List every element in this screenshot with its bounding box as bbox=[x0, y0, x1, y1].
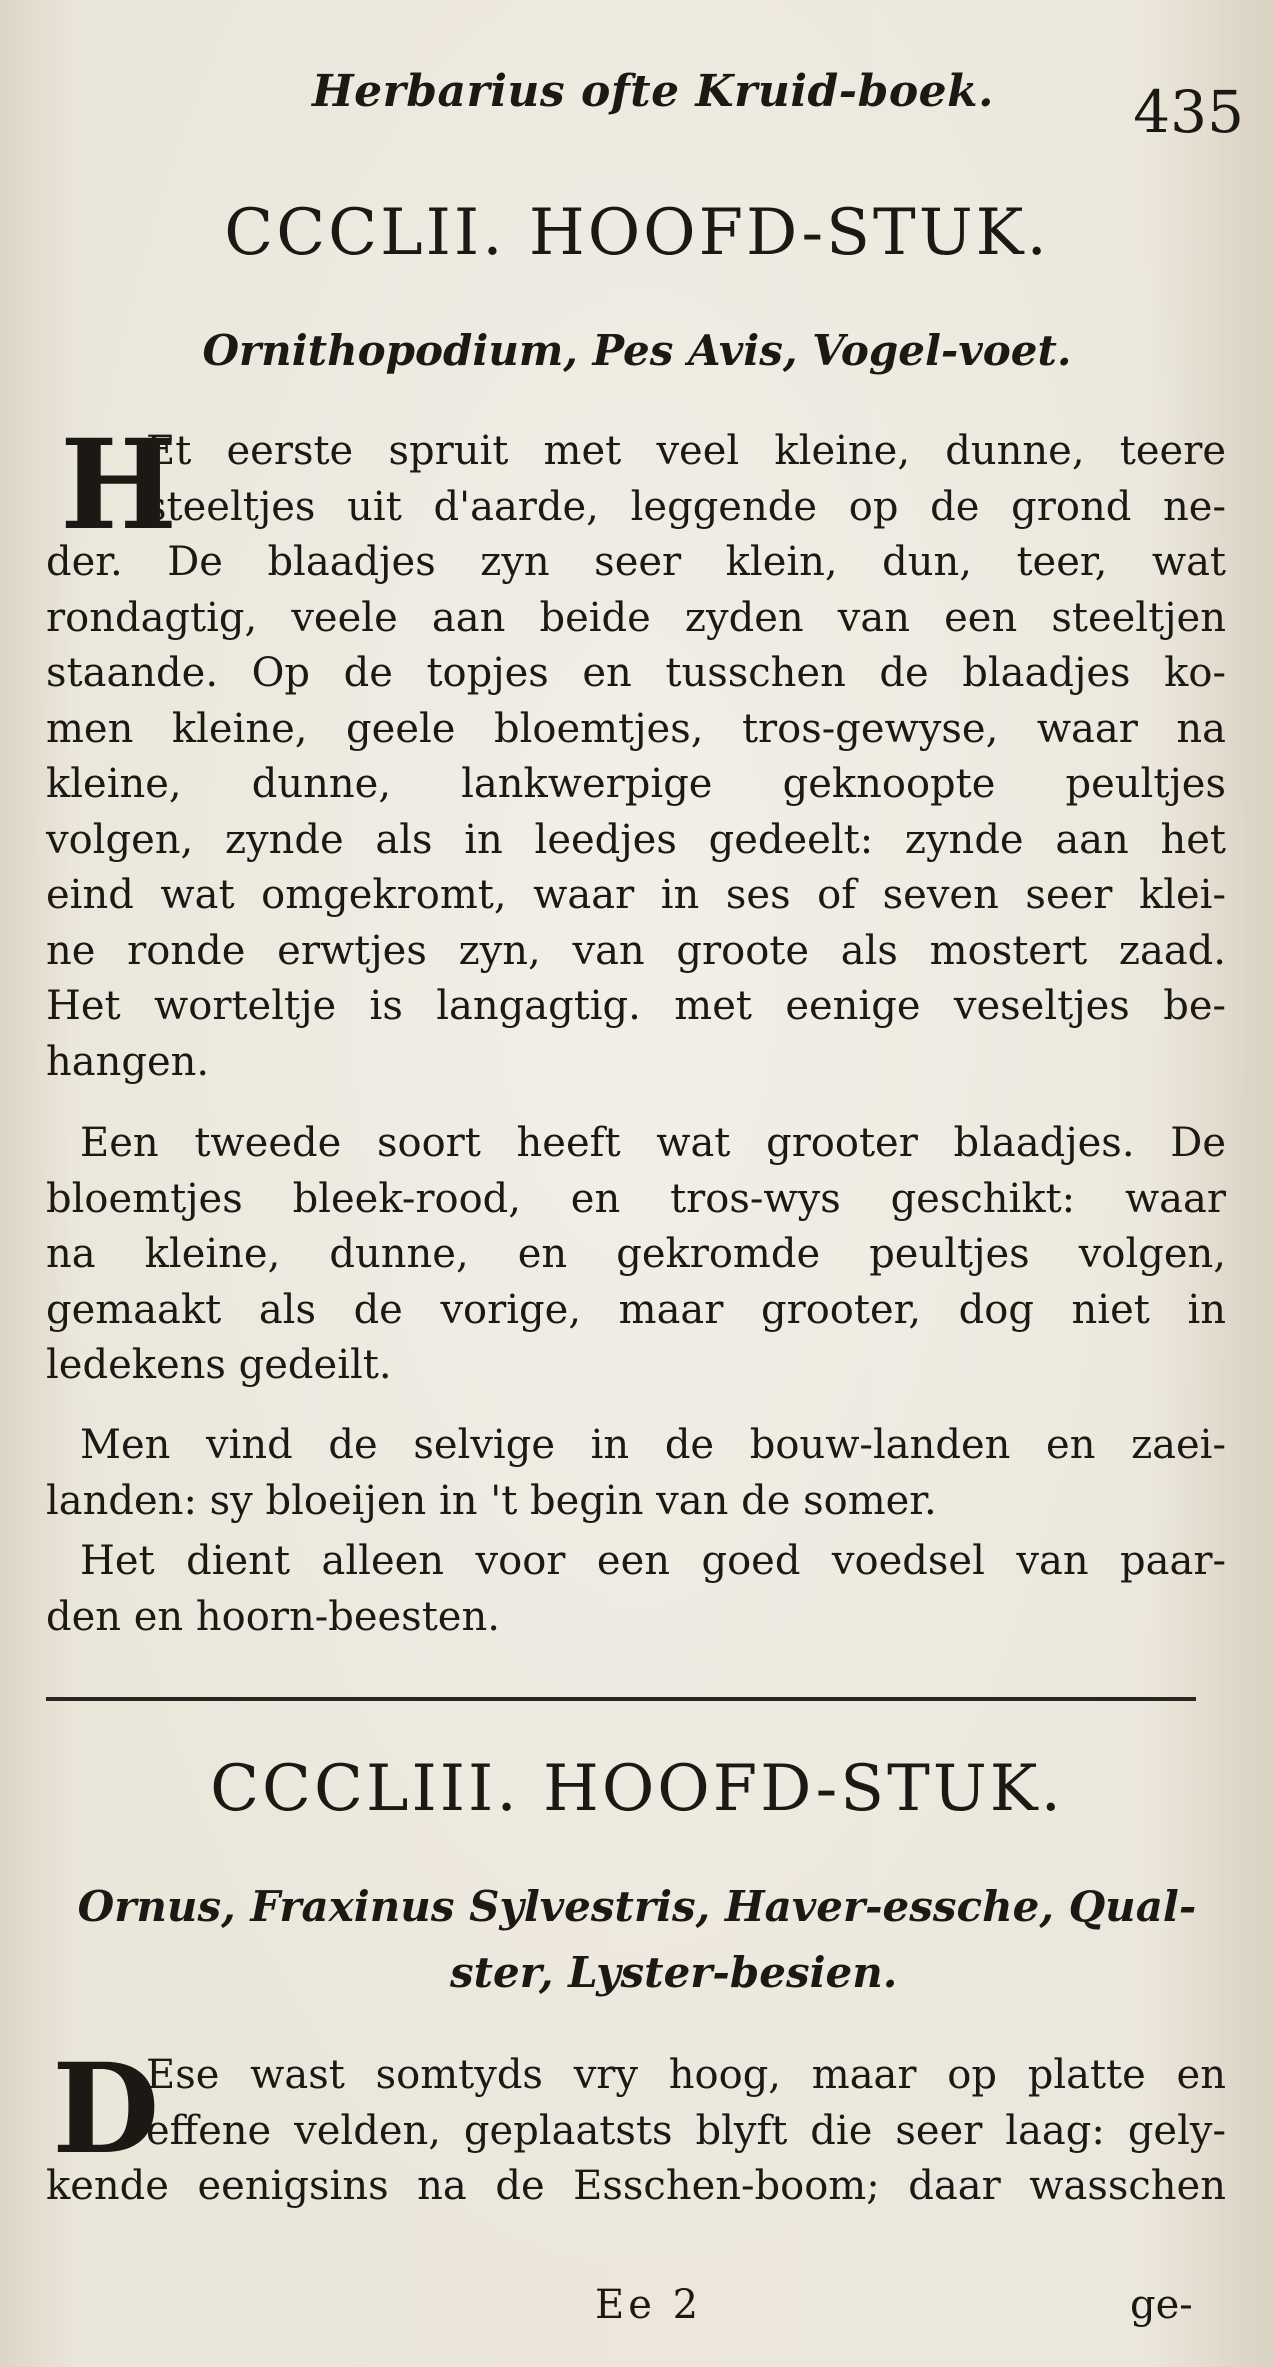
subtitle-line: Ornus, Fraxinus Sylvestris, Haver-essche, Qual- bbox=[77, 1882, 1197, 1931]
chapter-heading-353: CCCLIII. HOOFD-STUK. bbox=[210, 1752, 1064, 1826]
text-line: Ese wast somtyds vry hoog, maar op platte en bbox=[146, 2052, 1226, 2098]
running-title: Herbarius ofte Kruid-boek. bbox=[312, 66, 994, 117]
text-line: ne ronde erwtjes zyn, van groote als mostert zaad. bbox=[46, 927, 1226, 974]
chapter-352-paragraph-1 bbox=[46, 413, 1226, 1090]
drop-cap-d: D bbox=[52, 2037, 160, 2182]
text-line: na kleine, dunne, en gekromde peultjes volgen, bbox=[46, 1231, 1226, 1277]
text-line: staande. Op de topjes en tusschen de blaadjes ko- bbox=[46, 650, 1226, 696]
drop-cap-h: H bbox=[60, 413, 178, 558]
text-line: kleine, dunne, lankwerpige geknoopte peultjes bbox=[46, 761, 1226, 807]
text-line: der. De blaadjes zyn seer klein, dun, teer, wat bbox=[46, 539, 1226, 585]
text-line: men kleine, geele bloemtjes, tros-gewyse, waar na bbox=[46, 705, 1226, 752]
text-line: kende eenigsins na de Esschen-boom; daar wasschen bbox=[46, 2163, 1226, 2209]
chapter-heading-352: CCCLII. HOOFD-STUK. bbox=[224, 196, 1050, 270]
text-line: effene velden, geplaatsts blyft die seer laag: gely- bbox=[146, 2107, 1226, 2154]
chapter-352-paragraph-3 bbox=[46, 1418, 1226, 1529]
text-line: hangen. bbox=[46, 1038, 210, 1085]
text-line: gemaakt als de vorige, maar grooter, dog niet in bbox=[46, 1286, 1226, 1333]
signature-mark: Ee 2 bbox=[595, 2282, 703, 2328]
text-line: Het dient alleen voor een goed voedsel van paar- bbox=[80, 1538, 1226, 1584]
text-line: bloemtjes bleek-rood, en tros-wys geschikt: waar bbox=[46, 1175, 1226, 1222]
text-line: landen: sy bloeijen in 't begin van de somer. bbox=[46, 1477, 937, 1524]
catchword: ge- bbox=[1130, 2282, 1193, 2328]
chapter-subtitle-352: Ornithopodium, Pes Avis, Vogel-voet. bbox=[202, 326, 1072, 375]
text-line: steeltjes uit d'aarde, leggende op de grond ne- bbox=[146, 483, 1226, 530]
chapter-subtitle-353 bbox=[60, 1874, 1214, 2006]
text-line: Men vind de selvige in de bouw-landen en zaei- bbox=[80, 1422, 1226, 1468]
text-line: Het worteltje is langagtig. met eenige veseltjes be- bbox=[46, 983, 1226, 1029]
text-line: eind wat omgekromt, waar in ses of seven seer klei- bbox=[46, 872, 1226, 918]
page-number: 435 bbox=[1133, 78, 1244, 146]
subtitle-line: ster, Lyster-besien. bbox=[450, 1948, 898, 1997]
section-divider bbox=[46, 1697, 1196, 1701]
text-line: den en hoorn-beesten. bbox=[46, 1593, 500, 1640]
text-line: rondagtig, veele aan beide zyden van een steeltjen bbox=[46, 594, 1226, 641]
text-line: Et eerste spruit met veel kleine, dunne, teere bbox=[146, 428, 1226, 474]
text-line: volgen, zynde als in leedjes gedeelt: zynde aan het bbox=[46, 816, 1226, 863]
chapter-352-paragraph-4 bbox=[46, 1534, 1226, 1645]
chapter-352-paragraph-2 bbox=[46, 1116, 1226, 1394]
chapter-353-paragraph-1 bbox=[46, 2037, 1226, 2215]
text-line: ledekens gedeilt. bbox=[46, 1342, 392, 1388]
running-head bbox=[0, 60, 1274, 146]
text-line: Een tweede soort heeft wat grooter blaadjes. De bbox=[80, 1120, 1226, 1166]
